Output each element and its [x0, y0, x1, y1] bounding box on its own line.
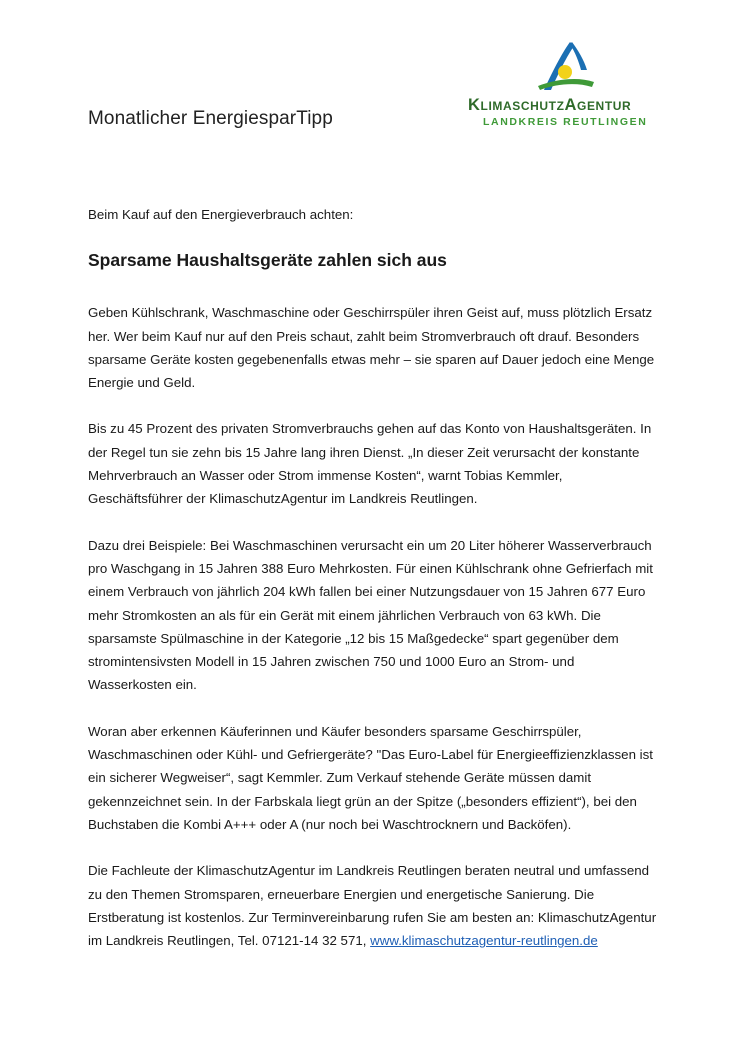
logo-title: KlimaschutzAgentur	[468, 96, 632, 114]
article-headline: Sparsame Haushaltsgeräte zahlen sich aus	[88, 250, 447, 271]
article-body	[88, 203, 660, 975]
website-link[interactable]: www.klimaschutzagentur-reutlingen.de	[370, 933, 598, 949]
closing-text: Die Fachleute der KlimaschutzAgentur im Landkreis Reutlingen beraten neutral und umfassend zu den Themen Stromsparen, erneuerbare Energien und energetische Sanierung. Die Erstberatung ist kostenlos. Zur Terminvereinbarung rufen Sie am besten an: KlimaschutzAgentur im Landkreis Reutlingen, Tel. 07121-14 32 571,	[88, 863, 657, 949]
logo-mark-icon	[534, 40, 604, 96]
page-title: Monatlicher EnergiesparTipp	[88, 108, 333, 129]
klimaschutzagentur-logo	[468, 40, 668, 135]
article-paragraph: Geben Kühlschrank, Waschmaschine oder Geschirrspüler ihren Geist auf, muss plötzlich Ersatz her. Wer beim Kauf nur auf den Preis schaut, zahlt beim Stromverbrauch oft drauf. Besonders sparsame Geräte kosten gegebenenfalls etwas mehr – sie sparen auf Dauer jedoch eine Menge Energie und Geld.	[88, 305, 655, 391]
logo-blue-arc	[570, 42, 587, 70]
logo-subtitle: LANDKREIS REUTLINGEN	[483, 116, 648, 128]
article-paragraph: Woran aber erkennen Käuferinnen und Käufer besonders sparsame Geschirrspüler, Waschmaschinen oder Kühl- und Gefriergeräte? "Das Euro-Label für Energieeffizienzklassen ist ein sicherer Wegweiser“, sagt Kemmler. Zum Verkauf stehende Geräte müssen damit gekennzeichnet sein. In der Farbskala liegt grün an der Spitze („besonders effizient“), bei den Buchstaben die Kombi A+++ oder A (nur noch bei Waschtrocknern und Backöfen).	[88, 723, 653, 832]
article-kicker: Beim Kauf auf den Energieverbrauch achten:	[88, 207, 354, 222]
article-paragraph: Dazu drei Beispiele: Bei Waschmaschinen verursacht ein um 20 Liter höherer Wasserverbrauch pro Waschgang in 15 Jahren 388 Euro Mehrkosten. Für einen Kühlschrank ohne Gefrierfach mit einem Verbrauch von jährlich 204 kWh fallen bei einer Nutzungsdauer von 15 Jahren 677 Euro mehr Stromkosten an als für ein Gerät mit einem jährlichen Verbrauch von 63 kWh. Die sparsamste Spülmaschine in der Kategorie „12 bis 15 Maßgedecke“ spart gegenüber dem stromintensivsten Modell in 15 Jahren zwischen 750 und 1000 Euro an Strom- und Wasserkosten ein.	[88, 537, 653, 693]
article-paragraph: Bis zu 45 Prozent des privaten Stromverbrauchs gehen auf das Konto von Haushaltsgeräten. In der Regel tun sie zehn bis 15 Jahre lang ihren Dienst. „In dieser Zeit verursacht der konstante Mehrverbrauch an Wasser oder Strom immense Kosten“, warnt Tobias Kemmler, Geschäftsführer der KlimaschutzAgentur im Landkreis Reutlingen.	[88, 421, 652, 507]
logo-sun	[558, 65, 572, 79]
article-closing	[88, 859, 660, 952]
